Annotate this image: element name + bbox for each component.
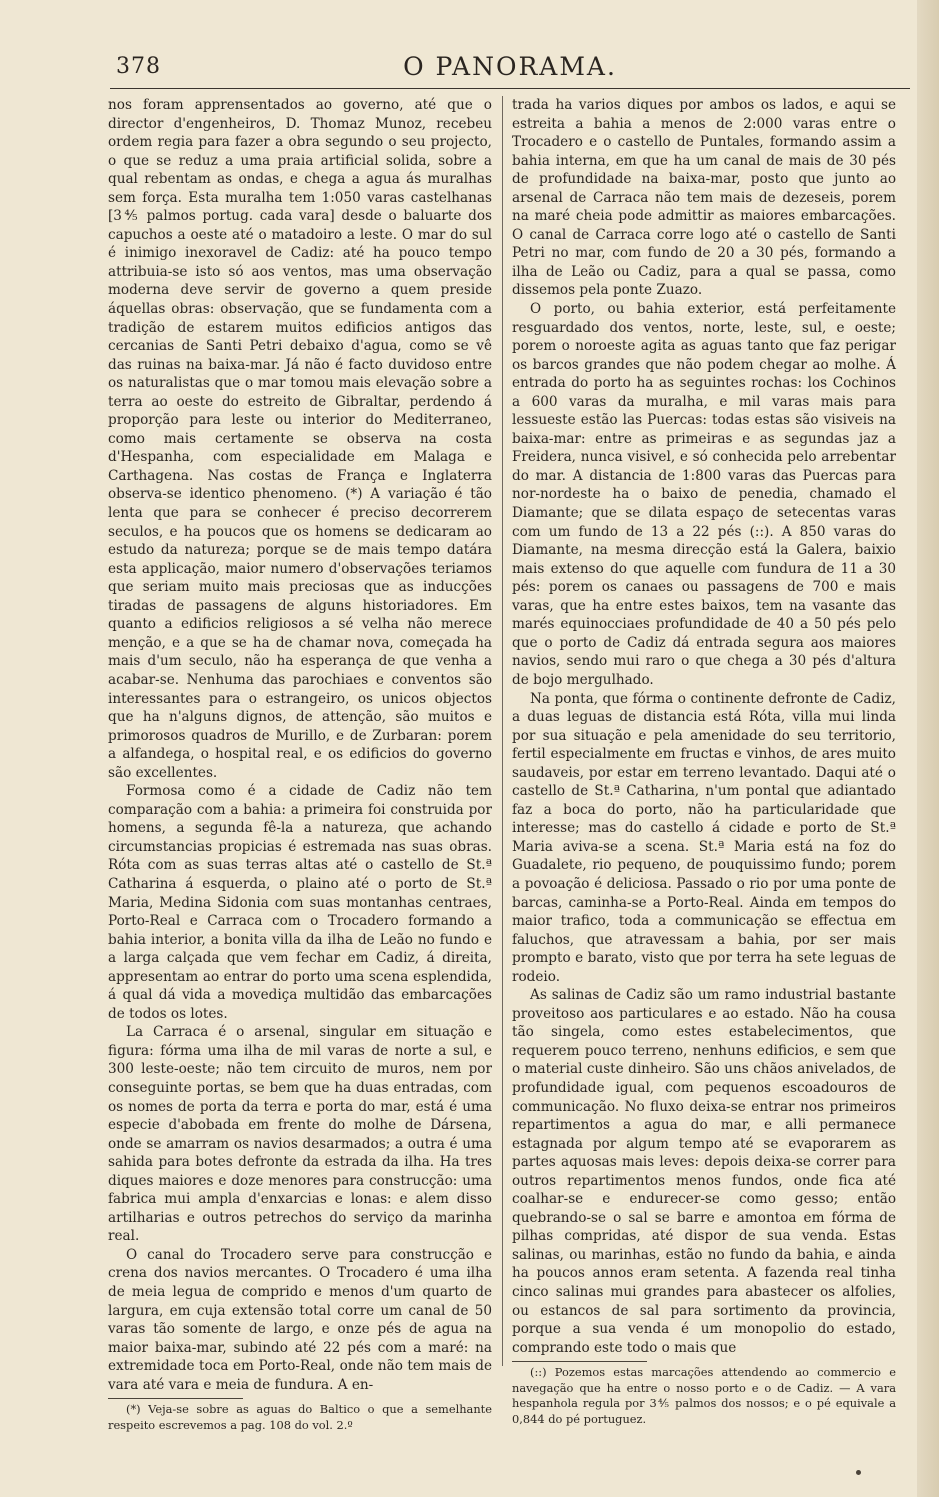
footnote-rule bbox=[108, 1398, 243, 1399]
right-column bbox=[512, 96, 896, 1427]
paragraph: trada ha varios diques por ambos os lados, e aqui se estreita a bahia a menos de 2:000 varas entre o Trocadero e o castello de Puntales, formando assim a bahia interna, em que ha um canal de mais de 30 pés de profundidade na baixa-mar, posto que junto ao arsenal de Carraca não tem mais de dezeseis, porem na maré cheia pode admittir as maiores embarcações. O canal de Carraca corre logo até o castello de Santi Petri no mar, com fundo de 20 a 30 pés, formando a ilha de Leão ou Cadiz, para a qual se passa, como dissemos pela ponte Zuazo. bbox=[512, 97, 896, 299]
footnote: (::) Pozemos estas marcações attendendo ao commercio e navegação que ha entre o nosso porto e o de Cadiz. — A vara hespanhola regula por 3⅘ palmos dos nossos; e o pé equivale a 0,844 do pé portuguez. bbox=[512, 1365, 896, 1426]
paragraph: O porto, ou bahia exterior, está perfeitamente resguardado dos ventos, norte, leste, sul, e oeste; porem o noroeste agita as aguas tanto que faz perigar os barcos grandes que não podem chegar ao molhe. Á entrada do porto ha as seguintes rochas: los Cochinos a 600 varas da muralha, e mil varas mais para lessueste estão las Puercas: todas estas são visiveis na baixa-mar: entre as primeiras e as segundas jaz a Freidera, nunca visivel, e só conhecida pelo arrebentar do mar. A distancia de 1:800 varas das Puercas para nor-nordeste ha o baixo de penedia, chamado el Diamante; que se dilata espaço de setecentas varas com um fundo de 13 a 22 pés (::). A 850 varas do Diamante, na mesma direcção está la Galera, baixio mais extenso do que aquelle com fundura de 11 a 30 pés: porem os canaes ou passagens de 700 e mais varas, que ha entre estes baixos, tem na vasante das marés equinocciaes profundidade de 40 a 50 pés pelo que o porto de Cadiz dá entrada segura aos maiores navios, sendo mui raro o que chega a 30 pés d'altura de bojo mergulhado. bbox=[512, 301, 896, 688]
paragraph: Formosa como é a cidade de Cadiz não tem comparação com a bahia: a primeira foi construida por homens, a segunda fê-la a natureza, que achando circumstancias propicias é estremada nas suas obras. Róta com as suas terras altas até o castello de St.ª Catharina á esquerda, o plaino até o porto de St.ª Maria, Medina Sidonia com suas montanhas centraes, Porto-Real e Carraca com o Trocadero formando a bahia interior, a bonita villa da ilha de Leão no fundo e a larga calçada que vem fechar em Cadiz, á direita, appresentam ao entrar do porto uma scena esplendida, á qual dá vida a movediça multidão das embarcações de todos os lotes. bbox=[108, 783, 492, 1022]
footnote-rule bbox=[512, 1361, 647, 1362]
paragraph: O canal do Trocadero serve para construcção e crena dos navios mercantes. O Trocadero é uma ilha de meia legua de comprido e menos d'um quarto de largura, em cuja extensão total corre um canal de 50 varas tão somente de largo, e onze pés de agua na maior baixa-mar, subindo até 22 pés com a maré: na extremidade toca em Porto-Real, onde não tem mais de vara até vara e meia de fundura. A en- bbox=[108, 1246, 492, 1393]
page-edge bbox=[917, 0, 939, 1497]
page-number: 378 bbox=[116, 54, 161, 79]
left-column bbox=[108, 96, 492, 1433]
paragraph: As salinas de Cadiz são um ramo industrial bastante proveitoso aos particulares e ao estado. Não ha cousa tão singela, como estes estabelecimentos, que requerem pouco terreno, nenhuns edificios, e sem que o material custe dinheiro. São uns chãos anivelados, de profundidade igual, com pequenos escoadouros de communicação. No fluxo deixa-se entrar nos primeiros repartimentos a agua do mar, e alli permanece estagnada por algum tempo até se evaporarem as partes aquosas mais leves: depois deixa-se correr para outros repartimentos menos fundos, onde fica até coalhar-se e endurecer-se como gesso; então quebrando-se o sal se barre e amontoa em fórma de pilhas compridas, até dispor de sua venda. Estas salinas, ou marinhas, estão no fundo da bahia, e ainda ha poucos annos eram setenta. A fazenda real tinha cinco salinas mui grandes para abastecer os alfolies, ou estancos de sal para sortimento da provincia, porque a sua venda é um monopolio do estado, comprando este todo o mais que bbox=[512, 987, 896, 1356]
running-title: O PANORAMA. bbox=[403, 52, 617, 81]
paragraph: La Carraca é o arsenal, singular em situação e figura: fórma uma ilha de mil varas de norte a sul, e 300 leste-oeste; não tem circuito de muros, nem por conseguinte portas, se bem que ha duas entradas, com os nomes de porta da terra e porta do mar, está é uma especie d'abobada em frente do molhe de Dársena, onde se amarram os navios desarmados; a outra é uma sahida para botes defronte da estrada da ilha. Ha tres diques maiores e doze menores para construcção: uma fabrica mui ampla d'enxarcias e lonas: e alem disso artilharias e outros petrechos do serviço da marinha real. bbox=[108, 1024, 492, 1245]
header-rule bbox=[110, 88, 910, 89]
ink-dot bbox=[856, 1470, 861, 1475]
paragraph: nos foram apprensentados ao governo, até que o director d'engenheiros, D. Thomaz Munoz, recebeu ordem regia para fazer a obra segundo o seu projecto, o que se reduz a uma praia artificial solida, sobre a qual rebentam as ondas, e chega a agua ás muralhas sem força. Esta muralha tem 1:050 varas castelhanas [3⅘ palmos portug. cada vara] desde o baluarte dos capuchos a oeste até o matadoiro a leste. O mar do sul é inimigo inexoravel de Cadiz: até ha pouco tempo attribuia-se isto só aos ventos, mas uma observação moderna deve servir de governo a quem preside áquellas obras: observação, que se fundamenta com a tradição de estarem muitos edificios antigos das cercanias de Santi Petri debaixo d'agua, como se vê das ruinas na baixa-mar. Já não é facto duvidoso entre os naturalistas que o mar tomou mais elevação sobre a terra ao oeste do estreito de Gibraltar, perdendo á proporção para leste ou interior do Mediterraneo, como mais certamente se observa na costa d'Hespanha, com especialidade em Malaga e Carthagena. Nas costas de França e Inglaterra observa-se identico phenomeno. (*) A variação é tão lenta que para se conhecer é preciso decorrerem seculos, e ha poucos que os homens se dedicaram ao estudo da natureza; porque se de mais tempo datára esta applicação, maior numero d'observações teriamos que seriam muito mais preciosas que as inducções tiradas de passagens de alguns historiadores. Em quanto a edificios religiosos a sé velha não merece menção, e a que se ha de chamar nova, começada ha mais d'um seculo, não ha esperança de que venha a acabar-se. Nenhuma das parochiaes e conventos são interessantes para o estrangeiro, os unicos objectos que ha n'alguns dignos, de attenção, são muitos e primorosos quadros de Murillo, e de Zurbaran: porem a alfandega, o hospital real, e os edificios do governo são excellentes. bbox=[108, 97, 492, 781]
footnote: (*) Veja-se sobre as aguas do Baltico o que a semelhante respeito escrevemos a pag. 108 do vol. 2.º bbox=[108, 1402, 492, 1432]
paragraph: Na ponta, que fórma o continente defronte de Cadiz, a duas leguas de distancia está Róta, villa mui linda por sua situação e pela amenidade do seu territorio, fertil especialmente em fructas e vinhos, de ares muito saudaveis, por estar em terreno levantado. Daqui até o castello de St.ª Catharina, n'um pontal que adiantado faz a boca do porto, não ha particularidade que interesse; mas do castello á cidade e porto de St.ª Maria aviva-se a scena. St.ª Maria está na foz do Guadalete, rio pequeno, de pouquissimo fundo; porem a povoação é deliciosa. Passado o rio por uma ponte de barcas, caminha-se a Porto-Real. Ainda em tempos do maior trafico, toda a communicação se effectua em faluchos, que atravessam a bahia, por ser mais prompto e barato, visto que por terra ha sete leguas de rodeio. bbox=[512, 690, 896, 985]
column-divider bbox=[502, 96, 503, 1366]
page-header bbox=[110, 50, 910, 86]
